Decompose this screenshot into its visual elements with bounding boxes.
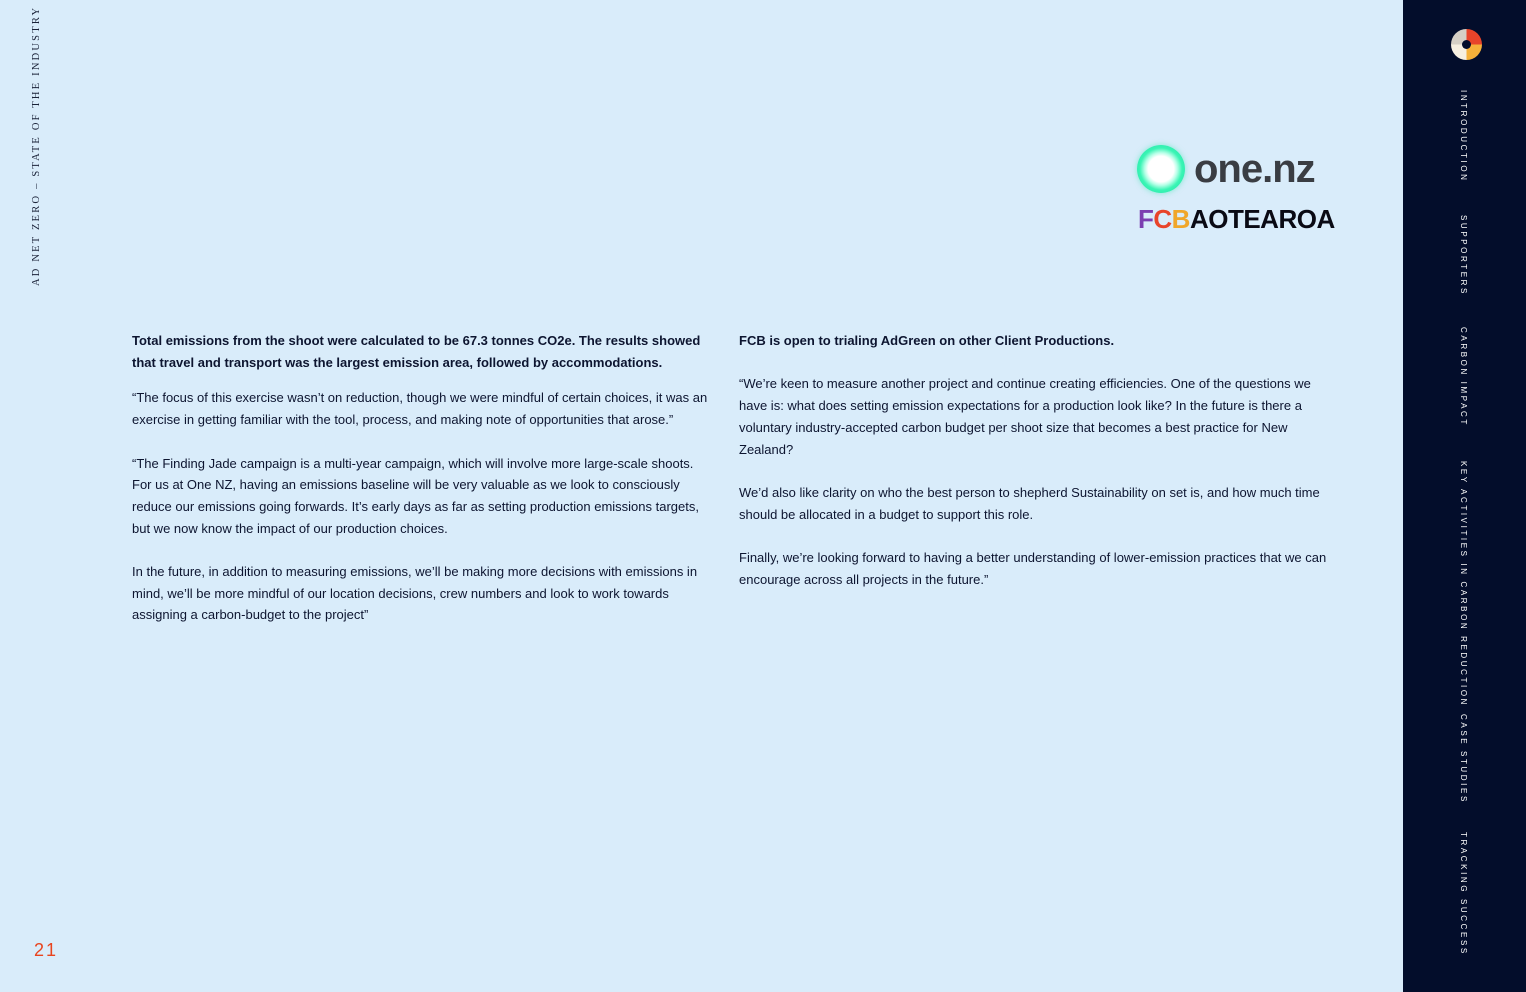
sidebar-item-carbon-impact[interactable]: CARBON IMPACT xyxy=(1459,327,1468,427)
fcb-aotearoa-logo xyxy=(1138,206,1335,232)
right-paragraph: We’d also like clarity on who the best person to shepherd Sustainability on set is, and how much time should be allocated in a budget to support this role. xyxy=(739,484,1320,522)
page-number: 21 xyxy=(34,940,59,960)
sidebar-item-case-studies[interactable]: CASE STUDIES xyxy=(1459,714,1468,804)
left-paragraph: “The focus of this exercise wasn’t on reduction, though we were mindful of certain choices, it was an exercise in getting familiar with the tool, process, and making note of opportunities that arose.” xyxy=(132,390,708,428)
fcb-mark-b: B xyxy=(1171,204,1190,234)
sidebar-item-supporters[interactable]: SUPPORTERS xyxy=(1459,215,1468,296)
sidebar-item-key-activities[interactable]: KEY ACTIVITIES IN CARBON REDUCTION xyxy=(1459,461,1468,708)
left-column xyxy=(132,330,708,648)
one-nz-circle-icon xyxy=(1137,145,1185,193)
left-paragraph: In the future, in addition to measuring emissions, we’ll be making more decisions with emissions in mind, we’ll be more mindful of our location decisions, crew numbers and look to work towards assigning a carbon-budget to the project” xyxy=(132,564,698,623)
right-lead-paragraph: FCB is open to trialing AdGreen on other Client Productions. xyxy=(739,333,1115,348)
fcb-mark-f: F xyxy=(1138,204,1154,234)
fcb-mark-c: C xyxy=(1153,204,1172,234)
brand-logo-icon[interactable] xyxy=(1451,29,1482,60)
fcb-mark xyxy=(1138,206,1190,232)
sidebar-item-introduction[interactable]: INTRODUCTION xyxy=(1459,90,1468,183)
one-nz-wordmark: one.nz xyxy=(1194,147,1315,191)
one-nz-logo xyxy=(1137,144,1315,194)
right-paragraph: “We’re keen to measure another project and continue creating efficiencies. One of the questions we have is: what does setting emission expectations for a production look like? In the future is there a voluntary industry-accepted carbon budget per shoot size that becomes a best practice for New Zealand? xyxy=(739,376,1311,457)
running-head: AD NET ZERO – STATE OF THE INDUSTRY xyxy=(31,5,42,286)
left-paragraph: “The Finding Jade campaign is a multi-year campaign, which will involve more large-scale shoots. For us at One NZ, having an emissions baseline will be very valuable as we look to consciously reduce our emissions going forwards. It’s early days as far as setting production emissions targets, but we now know the impact of our production choices. xyxy=(132,455,699,536)
right-paragraph: Finally, we’re looking forward to having a better understanding of lower-emission practices that we can encourage across all projects in the future.” xyxy=(739,549,1327,587)
fcb-wordmark: AOTEAROA xyxy=(1189,204,1335,234)
sidebar-item-tracking-success[interactable]: TRACKING SUCCESS xyxy=(1459,832,1468,956)
right-column xyxy=(739,330,1329,612)
left-lead-paragraph: Total emissions from the shoot were calculated to be 67.3 tonnes CO2e. The results showed that travel and transport was the largest emission area, followed by accommodations. xyxy=(132,333,701,370)
